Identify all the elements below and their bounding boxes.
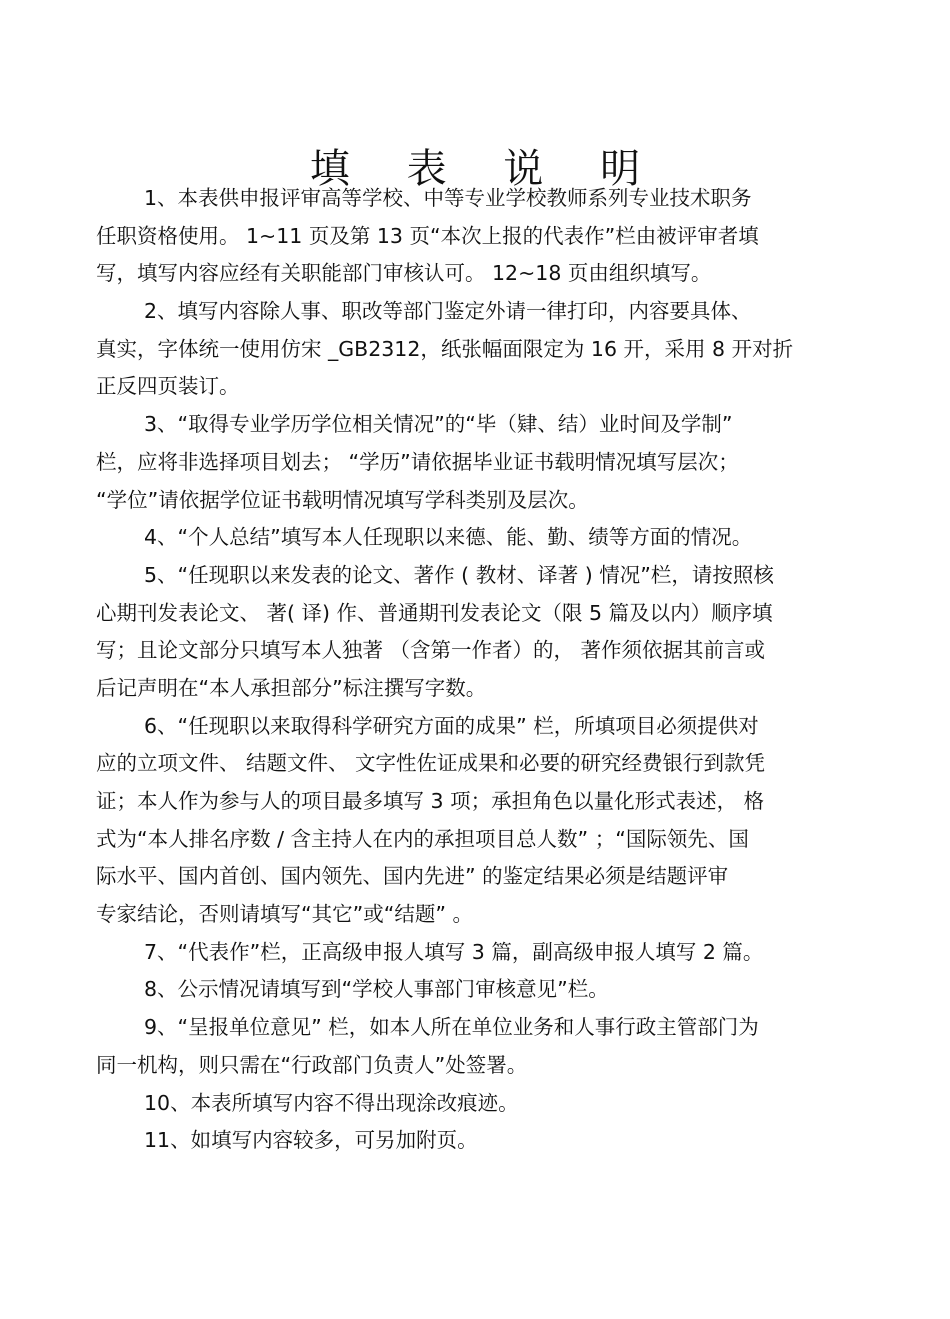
paragraph-line: 8、公示情况请填写到“学校人事部门审核意见”栏。: [144, 977, 609, 1002]
paragraph-line: 正反四页装订。: [96, 374, 240, 399]
paragraph-line: 后记声明在“本人承担部分”标注撰写字数。: [96, 675, 487, 700]
instructions-body: [96, 180, 856, 1160]
instruction-item-9: [96, 1009, 856, 1084]
instruction-item-8: [96, 971, 856, 1009]
instruction-item-6: [96, 708, 856, 934]
instruction-item-5: [96, 557, 856, 708]
paragraph-line: 心期刊发表论文、 著( 译) 作、普通期刊发表论文（限 5 篇及以内）顺序填: [96, 600, 773, 625]
paragraph-line: 栏，应将非选择项目划去； “学历”请依据毕业证书载明情况填写层次；: [96, 449, 739, 474]
instruction-item-2: [96, 293, 856, 406]
paragraph-line: 9、“呈报单位意见” 栏，如本人所在单位业务和人事行政主管部门为: [144, 1015, 759, 1040]
paragraph-line: 2、填写内容除人事、职改等部门鉴定外请一律打印，内容要具体、: [144, 299, 752, 324]
paragraph-line: 同一机构，则只需在“行政部门负责人”处签署。: [96, 1052, 528, 1077]
paragraph-line: 3、“取得专业学历学位相关情况”的“毕（肄、结）业时间及学制”: [144, 412, 733, 437]
instruction-item-4: [96, 519, 856, 557]
paragraph-line: 际水平、国内首创、国内领先、国内先进” 的鉴定结果必须是结题评审: [96, 864, 729, 889]
instruction-item-7: [96, 934, 856, 972]
paragraph-line: 应的立项文件、 结题文件、 文字性佐证成果和必要的研究经费银行到款凭: [96, 751, 766, 776]
paragraph-line: 真实，字体统一使用仿宋 _GB2312，纸张幅面限定为 16 开，采用 8 开对折: [96, 336, 794, 361]
paragraph-line: 7、“代表作”栏，正高级申报人填写 3 篇，副高级申报人填写 2 篇。: [144, 939, 764, 964]
paragraph-line: 证；本人作为参与人的项目最多填写 3 项；承担角色以量化形式表述， 格: [96, 789, 765, 813]
paragraph-line: 写；且论文部分只填写本人独著 （含第一作者）的， 著作须依据其前言或: [96, 638, 766, 663]
paragraph-line: 1、本表供申报评审高等学校、中等专业学校教师系列专业技术职务: [144, 186, 752, 210]
paragraph-line: 5、“任现职以来发表的论文、著作 ( 教材、译著 ) 情况”栏，请按照核: [144, 562, 774, 587]
paragraph-line: 写，填写内容应经有关职能部门审核认可。 12~18 页由组织填写。: [96, 261, 712, 286]
paragraph-line: 6、“任现职以来取得科学研究方面的成果” 栏，所填项目必须提供对: [144, 713, 759, 738]
instruction-item-3: [96, 406, 856, 519]
instruction-item-1: [96, 180, 856, 293]
paragraph-line: 任职资格使用。 1~11 页及第 13 页“本次上报的代表作”栏由被评审者填: [96, 223, 759, 248]
instruction-item-11: [96, 1122, 856, 1160]
paragraph-line: 11、如填写内容较多，可另加附页。: [144, 1128, 478, 1153]
page-title: 填 表 说 明: [309, 145, 663, 192]
paragraph-line: 式为“本人排名序数 / 含主持人在内的承担项目总人数” ；“国际领先、国: [96, 826, 749, 851]
paragraph-line: 10、本表所填写内容不得出现涂改痕迹。: [144, 1090, 519, 1115]
paragraph-line: “学位”请依据学位证书载明情况填写学科类别及层次。: [96, 487, 589, 512]
paragraph-line: 4、“个人总结”填写本人任现职以来德、能、勤、绩等方面的情况。: [144, 525, 753, 550]
instruction-item-10: [96, 1085, 856, 1123]
paragraph-line: 专家结论，否则请填写“其它”或“结题” 。: [96, 902, 473, 927]
